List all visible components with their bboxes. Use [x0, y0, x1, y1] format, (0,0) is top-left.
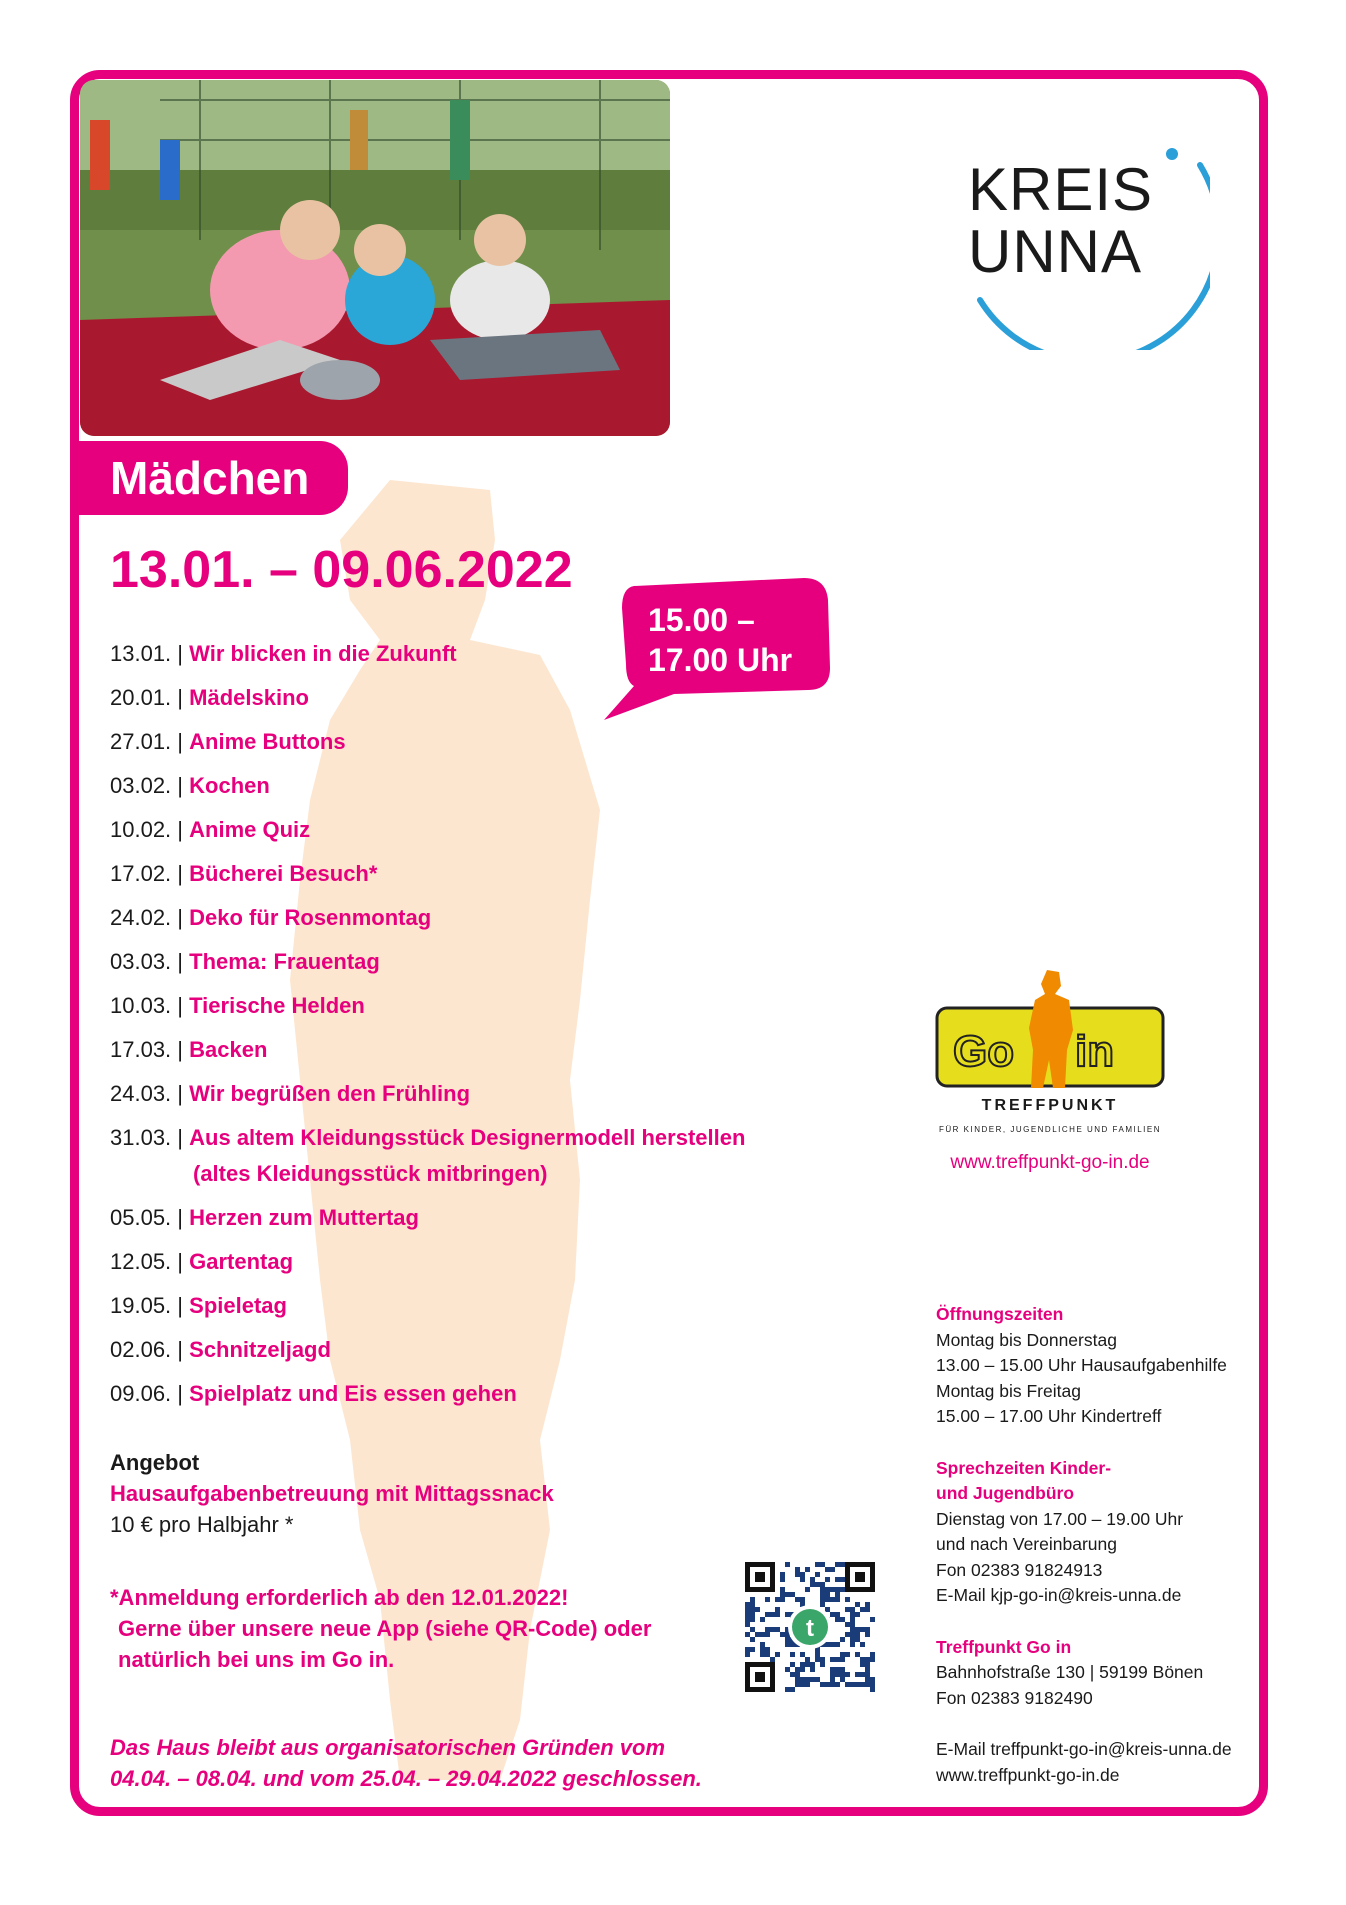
qr-app-letter: t: [806, 1615, 814, 1642]
schedule-separator: |: [177, 685, 184, 710]
schedule-item: [110, 720, 830, 764]
opening-hours-line: 15.00 – 17.00 Uhr Kindertreff: [936, 1406, 1162, 1426]
schedule-date: 19.05.: [110, 1293, 172, 1318]
schedule-date: 13.01.: [110, 641, 172, 666]
go-in-word-left: Go: [953, 1027, 1015, 1076]
qr-code[interactable]: [745, 1562, 875, 1692]
schedule-topic: Anime Quiz: [189, 817, 311, 842]
office-hours-heading-2: und Jugendbüro: [936, 1483, 1075, 1503]
logo-line-2: UNNA: [968, 218, 1143, 285]
schedule-item: [110, 1116, 830, 1160]
closed-line-2: 04.04. – 08.04. und vom 25.04. – 29.04.2022 geschlossen.: [110, 1766, 702, 1791]
opening-hours-line: Montag bis Donnerstag: [936, 1329, 1117, 1350]
page-title: Mädchen: [110, 452, 310, 504]
schedule-topic: Schnitzeljagd: [189, 1337, 331, 1362]
girls-photo: [80, 80, 670, 436]
schedule-topic: Wir begrüßen den Frühling: [189, 1081, 471, 1106]
schedule-item: [110, 1372, 830, 1416]
schedule-topic: Spielplatz und Eis essen gehen: [189, 1381, 517, 1406]
schedule-separator: |: [177, 1381, 184, 1406]
registration-note: [110, 1582, 750, 1675]
schedule-date: 12.05.: [110, 1249, 172, 1274]
address-street: Bahnhofstraße 130 | 59199 Bönen: [936, 1662, 1204, 1682]
registration-line-1: *Anmeldung erforderlich ab den 12.01.2022!: [110, 1585, 569, 1610]
go-in-logo: [935, 970, 1165, 1090]
schedule-topic: Bücherei Besuch*: [189, 861, 378, 886]
schedule-topic-continuation: (altes Kleidungsstück mitbringen): [193, 1161, 548, 1186]
schedule-separator: |: [177, 773, 184, 798]
schedule-date: 17.03.: [110, 1037, 172, 1062]
treffpunkt-sublabel: FÜR KINDER, JUGENDLICHE UND FAMILIEN: [938, 1125, 1162, 1134]
schedule-separator: |: [177, 729, 184, 754]
treffpunkt-label: TREFFPUNKT: [981, 1097, 1119, 1114]
opening-hours-line: 13.00 – 15.00 Uhr Hausaufgabenhilfe: [936, 1355, 1227, 1375]
schedule-date: 03.03.: [110, 949, 172, 974]
schedule-topic: Gartentag: [189, 1249, 294, 1274]
go-in-url-link[interactable]: www.treffpunkt-go-in.de: [950, 1152, 1150, 1173]
schedule-topic: Tierische Helden: [189, 993, 365, 1018]
schedule-date: 02.06.: [110, 1337, 172, 1362]
schedule-separator: |: [177, 1249, 184, 1274]
office-email-link[interactable]: E-Mail kjp-go-in@kreis-unna.de: [936, 1585, 1182, 1605]
schedule-separator: |: [177, 1205, 184, 1230]
schedule-date: 27.01.: [110, 729, 172, 754]
logo-line-1: KREIS: [968, 156, 1154, 223]
schedule-date: 24.02.: [110, 905, 172, 930]
date-range: 13.01. – 09.06.2022: [110, 541, 573, 599]
schedule-topic: Wir blicken in die Zukunft: [189, 641, 457, 666]
schedule-date: 20.01.: [110, 685, 172, 710]
closed-line-1: Das Haus bleibt aus organisatorischen Gründen vom: [110, 1735, 666, 1760]
schedule-date: 09.06.: [110, 1381, 172, 1406]
office-hours-heading-1: Sprechzeiten Kinder-: [936, 1457, 1112, 1478]
schedule-topic: Kochen: [189, 773, 270, 798]
kreis-unna-logo: [960, 140, 1210, 350]
schedule-item: [110, 1328, 830, 1372]
contact-web-link[interactable]: www.treffpunkt-go-in.de: [936, 1764, 1120, 1785]
schedule-topic: Thema: Frauentag: [189, 949, 380, 974]
schedule-item: [110, 852, 830, 896]
schedule-item: [110, 896, 830, 940]
schedule-topic: Deko für Rosenmontag: [189, 905, 432, 930]
schedule-topic: Anime Buttons: [189, 729, 346, 754]
schedule-date: 31.03.: [110, 1125, 172, 1150]
office-hours-line: Dienstag von 17.00 – 19.00 Uhr: [936, 1508, 1184, 1529]
schedule-item: [110, 940, 830, 984]
schedule-separator: |: [177, 641, 184, 666]
schedule-item: [110, 1196, 830, 1240]
schedule-separator: |: [177, 949, 184, 974]
contact-email-link[interactable]: E-Mail treffpunkt-go-in@kreis-unna.de: [936, 1739, 1232, 1759]
registration-line-3: natürlich bei uns im Go in.: [118, 1647, 395, 1672]
schedule-item: [110, 1240, 830, 1284]
kreis-arc-icon: [960, 140, 1210, 350]
schedule-date: 24.03.: [110, 1081, 172, 1106]
schedule-separator: |: [177, 1337, 184, 1362]
schedule-date: 17.02.: [110, 861, 172, 886]
schedule-separator: |: [177, 993, 184, 1018]
offer-price: 10 € pro Halbjahr *: [110, 1512, 294, 1537]
go-in-word-right: in: [1075, 1027, 1115, 1076]
schedule-topic: Spieletag: [189, 1293, 287, 1318]
schedule-separator: |: [177, 1125, 184, 1150]
schedule-topic: Backen: [189, 1037, 268, 1062]
schedule-item-continuation: [110, 1156, 830, 1196]
schedule-separator: |: [177, 861, 184, 886]
office-phone: Fon 02383 91824913: [936, 1559, 1103, 1580]
schedule-separator: |: [177, 905, 184, 930]
schedule-item: [110, 1284, 830, 1328]
schedule-date: 03.02.: [110, 773, 172, 798]
schedule-date: 10.02.: [110, 817, 172, 842]
time-line-1: 15.00 –: [648, 602, 755, 638]
opening-hours-heading: Öffnungszeiten: [936, 1304, 1064, 1324]
schedule-item: [110, 808, 830, 852]
time-line-2: 17.00 Uhr: [648, 642, 793, 678]
offer-title: Hausaufgabenbetreuung mit Mittagssnack: [110, 1481, 554, 1506]
schedule-separator: |: [177, 1293, 184, 1318]
offer-heading: Angebot: [110, 1450, 200, 1475]
closed-notice: [110, 1732, 810, 1794]
schedule-item: [110, 984, 830, 1028]
schedule-separator: |: [177, 1081, 184, 1106]
schedule-topic: Mädelskino: [189, 685, 309, 710]
schedule-item: [110, 676, 830, 720]
registration-line-2: Gerne über unsere neue App (siehe QR-Code) oder: [118, 1616, 652, 1641]
offer-section: [110, 1447, 710, 1540]
schedule-separator: |: [177, 1037, 184, 1062]
schedule-item: [110, 1028, 830, 1072]
address-phone: Fon 02383 9182490: [936, 1687, 1093, 1708]
schedule-topic: Herzen zum Muttertag: [189, 1205, 419, 1230]
schedule-topic: Aus altem Kleidungsstück Designermodell herstellen: [189, 1125, 746, 1150]
contact-info: [936, 1302, 1276, 1788]
opening-hours-line: Montag bis Freitag: [936, 1380, 1081, 1401]
schedule-date: 10.03.: [110, 993, 172, 1018]
schedule-item: [110, 764, 830, 808]
schedule-list: [110, 632, 830, 1416]
schedule-separator: |: [177, 817, 184, 842]
address-heading: Treffpunkt Go in: [936, 1636, 1072, 1657]
schedule-item: [110, 1072, 830, 1116]
office-hours-line: und nach Vereinbarung: [936, 1534, 1117, 1554]
schedule-item: [110, 632, 830, 676]
schedule-date: 05.05.: [110, 1205, 172, 1230]
